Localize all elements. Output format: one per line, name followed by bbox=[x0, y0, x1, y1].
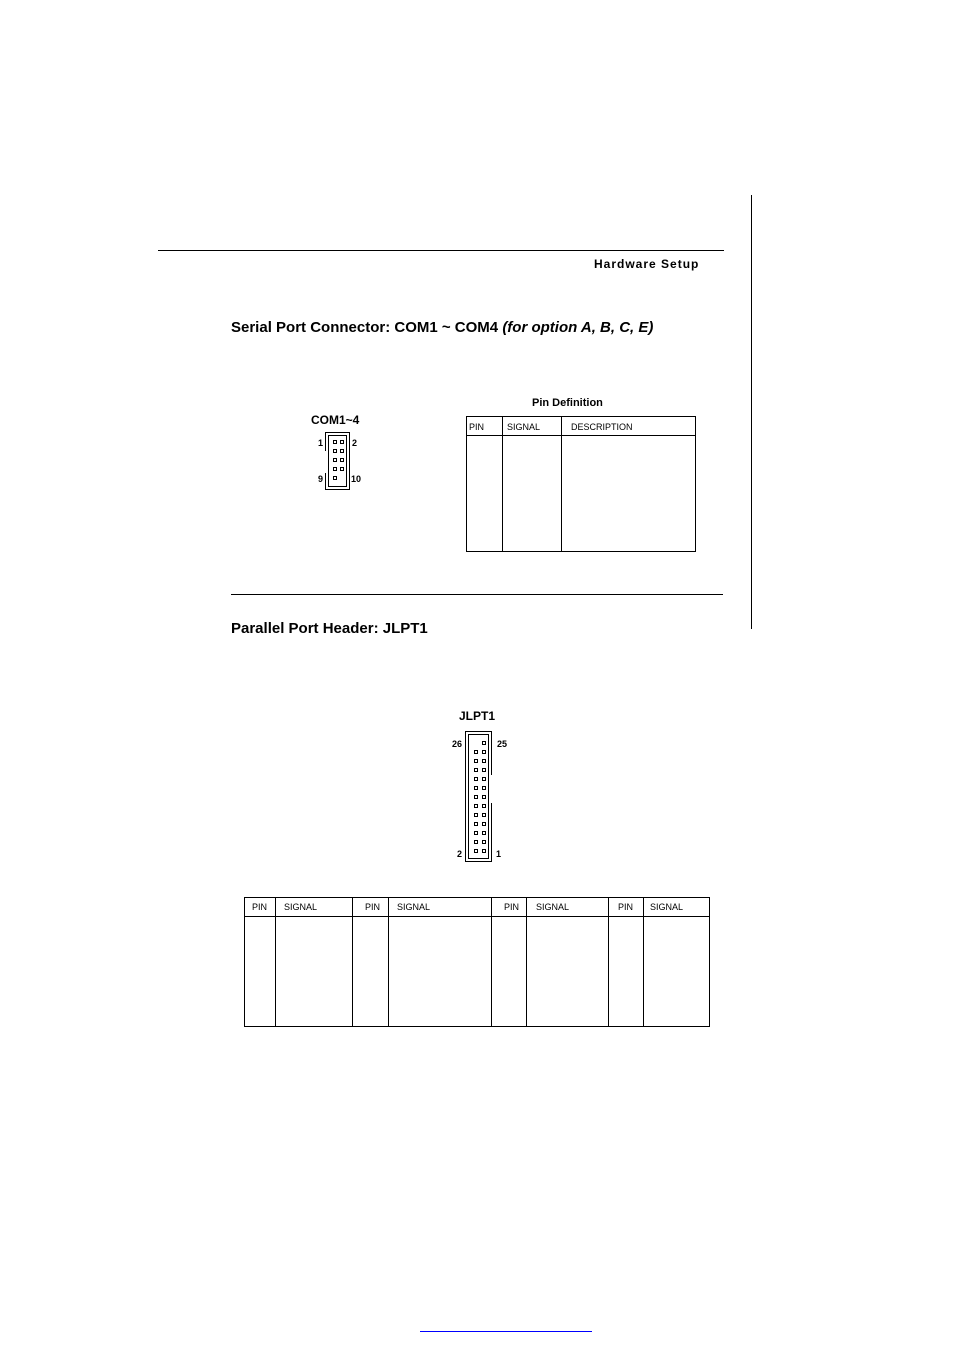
jlpt-pin bbox=[482, 804, 486, 808]
parallel-col-pin: PIN bbox=[365, 902, 381, 912]
jlpt-pin bbox=[482, 849, 486, 853]
com-pin bbox=[333, 458, 337, 462]
header-section-label: Hardware Setup bbox=[594, 257, 700, 271]
com-pin-label-9: 9 bbox=[318, 474, 324, 484]
serial-col-pin: PIN bbox=[469, 422, 485, 432]
parallel-table-col-divider bbox=[608, 897, 609, 1027]
jlpt-pin bbox=[482, 777, 486, 781]
jlpt-pin bbox=[474, 804, 478, 808]
com-pin-missing bbox=[340, 476, 344, 480]
jlpt-pin bbox=[474, 759, 478, 763]
com-pin bbox=[340, 467, 344, 471]
jlpt-pin-label-25: 25 bbox=[497, 739, 508, 749]
parallel-col-signal: SIGNAL bbox=[650, 902, 684, 912]
parallel-col-signal: SIGNAL bbox=[284, 902, 318, 912]
com-connector-inner bbox=[328, 435, 347, 487]
right-margin-rule bbox=[751, 195, 752, 629]
parallel-table-col-divider bbox=[352, 897, 353, 1027]
section-divider bbox=[231, 594, 723, 595]
parallel-table-col-divider bbox=[275, 897, 276, 1027]
serial-title-note: (for option A, B, C, E) bbox=[502, 319, 654, 336]
com-connector-label: COM1~4 bbox=[311, 413, 360, 427]
com-pin bbox=[340, 440, 344, 444]
jlpt-pin bbox=[482, 786, 486, 790]
com-pin bbox=[340, 458, 344, 462]
jlpt-pin-label-26: 26 bbox=[452, 739, 463, 749]
jlpt-pin bbox=[474, 822, 478, 826]
pin-definition-title: Pin Definition bbox=[532, 397, 603, 409]
parallel-table-header-rule bbox=[244, 916, 710, 917]
jlpt-connector-key bbox=[488, 775, 496, 803]
com-pin bbox=[340, 449, 344, 453]
parallel-col-signal: SIGNAL bbox=[397, 902, 431, 912]
serial-col-description: DESCRIPTION bbox=[571, 422, 633, 432]
serial-title-text: Serial Port Connector: COM1 ~ COM4 bbox=[231, 319, 499, 336]
jlpt-pin bbox=[474, 768, 478, 772]
parallel-table-col-divider bbox=[526, 897, 527, 1027]
serial-section-title bbox=[231, 319, 653, 336]
jlpt-pin bbox=[474, 849, 478, 853]
jlpt-pin bbox=[482, 822, 486, 826]
jlpt-connector-label: JLPT1 bbox=[459, 709, 496, 723]
jlpt-pin-label-1: 1 bbox=[496, 849, 502, 859]
parallel-table-col-divider bbox=[388, 897, 389, 1027]
serial-table-frame bbox=[466, 416, 696, 552]
jlpt-pin bbox=[474, 813, 478, 817]
com-pin-label-1: 1 bbox=[318, 438, 324, 448]
com-connector-notch-edge bbox=[328, 451, 329, 473]
header-rule bbox=[158, 250, 724, 251]
parallel-col-pin: PIN bbox=[504, 902, 520, 912]
jlpt-pin bbox=[474, 786, 478, 790]
jlpt-pin bbox=[482, 795, 486, 799]
com-pin-label-10: 10 bbox=[351, 474, 362, 484]
serial-table-header-rule bbox=[466, 435, 696, 436]
parallel-section-title: Parallel Port Header: JLPT1 bbox=[231, 620, 428, 637]
jlpt-pin bbox=[482, 750, 486, 754]
parallel-col-signal: SIGNAL bbox=[536, 902, 570, 912]
jlpt-pin-label-2: 2 bbox=[457, 849, 463, 859]
serial-col-signal: SIGNAL bbox=[507, 422, 541, 432]
jlpt-pin bbox=[482, 768, 486, 772]
com-pin bbox=[333, 476, 337, 480]
parallel-col-pin: PIN bbox=[252, 902, 268, 912]
serial-table-col-divider bbox=[502, 416, 503, 552]
com-pin bbox=[333, 449, 337, 453]
jlpt-pin bbox=[474, 795, 478, 799]
parallel-col-pin: PIN bbox=[618, 902, 634, 912]
footer-link[interactable] bbox=[420, 1331, 592, 1332]
com-pin-label-2: 2 bbox=[352, 438, 358, 448]
jlpt-pin bbox=[474, 750, 478, 754]
jlpt-pin bbox=[474, 777, 478, 781]
com-pin bbox=[333, 440, 337, 444]
com-pin bbox=[333, 467, 337, 471]
jlpt-connector-key-edge bbox=[488, 775, 489, 803]
jlpt-pin bbox=[482, 831, 486, 835]
jlpt-pin bbox=[474, 831, 478, 835]
jlpt-pin bbox=[482, 840, 486, 844]
serial-table-col-divider bbox=[561, 416, 562, 552]
parallel-table-col-divider bbox=[491, 897, 492, 1027]
jlpt-pin bbox=[482, 741, 486, 745]
parallel-table-col-divider bbox=[643, 897, 644, 1027]
jlpt-pin bbox=[482, 759, 486, 763]
jlpt-pin bbox=[474, 840, 478, 844]
jlpt-pin bbox=[482, 813, 486, 817]
